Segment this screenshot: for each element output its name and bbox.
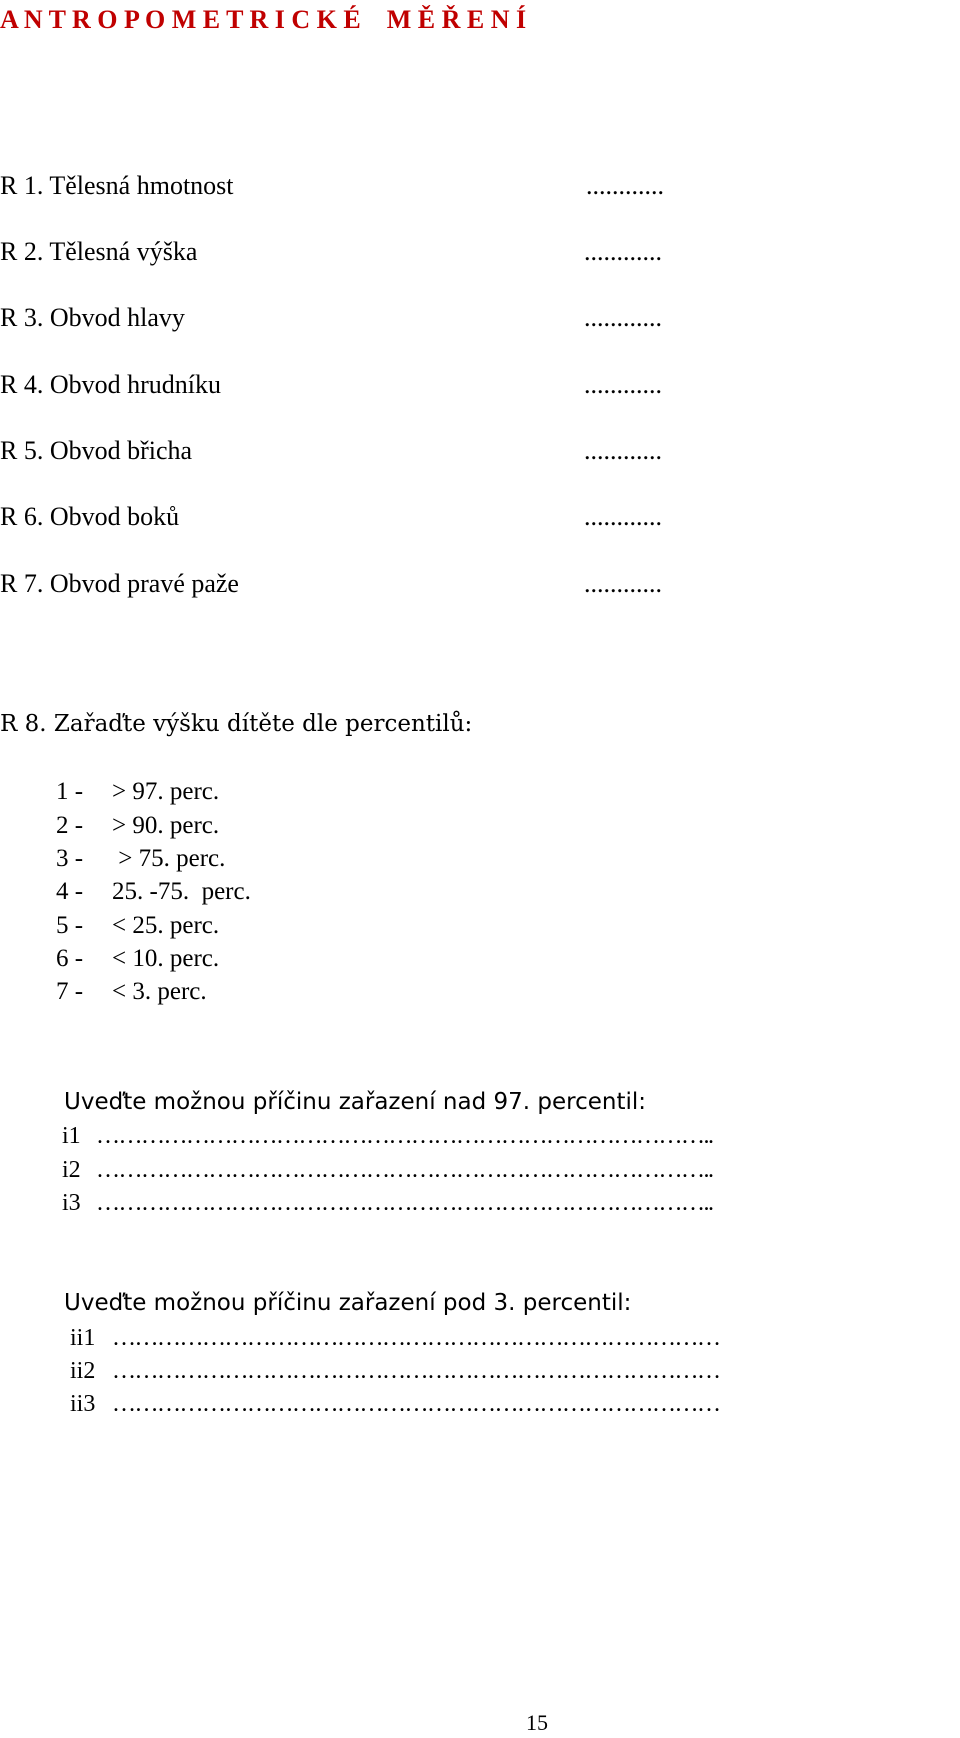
measurement-value-field[interactable]: ............ <box>586 171 664 200</box>
answer-label: i2 <box>62 1157 81 1183</box>
answer-dotted-line[interactable]: ……………………………………………………………………….. <box>96 1190 713 1216</box>
above-97-prompt: Uveďte možnou příčinu zařazení nad 97. percentil: <box>64 1089 647 1115</box>
percentile-option[interactable] <box>56 776 219 808</box>
page-number: 15 <box>526 1710 548 1735</box>
percentile-option[interactable] <box>56 876 251 908</box>
option-number: 6 - <box>56 945 84 972</box>
measurement-label: R 5. Obvod břicha <box>0 436 193 465</box>
measurement-value-field[interactable]: ............ <box>584 370 662 399</box>
option-number: 4 - <box>56 878 84 905</box>
measurement-value-field[interactable]: ............ <box>584 502 662 531</box>
option-text: < 25. perc. <box>112 912 220 939</box>
measurement-value-field[interactable]: ............ <box>584 569 662 598</box>
measurement-value-field[interactable]: ............ <box>584 237 662 266</box>
page-title: A N T R O P O M E T R I C K É M Ě Ř E N Í <box>0 5 527 34</box>
measurement-label: R 3. Obvod hlavy <box>0 303 185 332</box>
measurement-label: R 7. Obvod pravé paže <box>0 569 239 598</box>
option-text: > 75. perc. <box>112 845 226 872</box>
measurement-label: R 6. Obvod boků <box>0 502 180 531</box>
answer-dotted-line[interactable]: ……………………………………………………………………… <box>112 1391 720 1417</box>
option-text: > 97. perc. <box>112 778 220 805</box>
option-number: 1 - <box>56 778 84 805</box>
percentile-option[interactable] <box>56 843 225 875</box>
answer-dotted-line[interactable]: ……………………………………………………………………….. <box>96 1123 713 1149</box>
answer-label: i1 <box>62 1123 81 1149</box>
measurement-label: R 1. Tělesná hmotnost <box>0 171 234 200</box>
option-number: 5 - <box>56 912 84 939</box>
measurement-value-field[interactable]: ............ <box>584 303 662 332</box>
question-8: R 8. Zařaďte výšku dítěte dle percentilů: <box>0 711 473 737</box>
option-text: 25. -75. perc. <box>112 878 251 905</box>
measurement-value-field[interactable]: ............ <box>584 436 662 465</box>
measurement-label: R 2. Tělesná výška <box>0 237 198 266</box>
percentile-option[interactable] <box>56 943 219 975</box>
percentile-option[interactable] <box>56 810 219 842</box>
option-number: 7 - <box>56 978 84 1005</box>
option-text: > 90. perc. <box>112 812 220 839</box>
option-text: < 10. perc. <box>112 945 220 972</box>
answer-dotted-line[interactable]: ……………………………………………………………………….. <box>96 1157 713 1183</box>
percentile-option[interactable] <box>56 976 207 1008</box>
answer-dotted-line[interactable]: ……………………………………………………………………… <box>112 1358 720 1384</box>
option-number: 2 - <box>56 812 84 839</box>
below-3-prompt: Uveďte možnou příčinu zařazení pod 3. percentil: <box>64 1290 632 1316</box>
measurement-label: R 4. Obvod hrudníku <box>0 370 221 399</box>
answer-label: i3 <box>62 1190 81 1216</box>
percentile-option[interactable] <box>56 910 219 942</box>
option-number: 3 - <box>56 845 84 872</box>
answer-label: ii2 <box>70 1358 96 1384</box>
option-text: < 3. perc. <box>112 978 207 1005</box>
answer-label: ii3 <box>70 1391 96 1417</box>
answer-dotted-line[interactable]: ……………………………………………………………………… <box>112 1325 720 1351</box>
answer-label: ii1 <box>70 1325 96 1351</box>
